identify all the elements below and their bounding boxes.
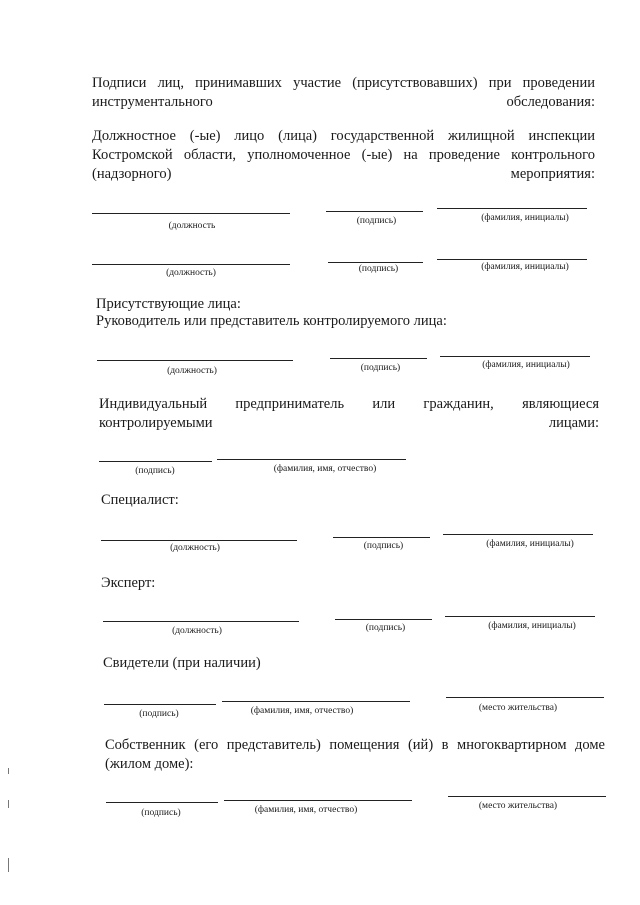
signature-line (99, 461, 212, 462)
position-line (97, 360, 293, 361)
name-caption: (фамилия, имя, отчество) (250, 706, 354, 716)
signature-line (106, 802, 218, 803)
present-heading: Присутствующие лица: (96, 296, 241, 312)
specialist-heading: Специалист: (101, 492, 179, 508)
representative-heading: Руководитель или представитель контролируемого лица: (96, 313, 447, 329)
position-caption: (должность (168, 221, 216, 231)
signature-line (335, 619, 432, 620)
residence-caption: (место жительства) (478, 801, 558, 811)
signature-caption: (подпись) (356, 216, 397, 226)
name-caption: (фамилия, инициалы) (486, 539, 574, 549)
name-caption: (фамилия, инициалы) (481, 213, 569, 223)
signature-caption: (подпись) (135, 466, 175, 476)
name-line (217, 459, 406, 460)
signature-caption: (подпись) (363, 541, 404, 551)
signature-caption: (подпись) (139, 709, 179, 719)
signature-caption: (подпись) (360, 363, 401, 373)
intro-text: Подписи лиц, принимавших участие (присутствовавших) при проведении инструментального обследования: (92, 75, 595, 110)
residence-line (446, 697, 604, 698)
signature-line (326, 211, 423, 212)
position-line (103, 621, 299, 622)
name-line (445, 616, 595, 617)
signature-caption: (подпись) (365, 623, 406, 633)
position-caption: (должность) (167, 366, 217, 376)
name-line (224, 800, 412, 801)
residence-line (448, 796, 606, 797)
name-caption: (фамилия, имя, отчество) (254, 805, 358, 815)
entrepreneur-heading: Индивидуальный предприниматель или гражданин, являющиеся контролируемыми лицами: (99, 396, 599, 431)
scan-speck (8, 800, 9, 808)
signature-line (333, 537, 430, 538)
name-caption: (фамилия, инициалы) (481, 262, 569, 272)
signature-caption: (подпись) (141, 808, 181, 818)
official-heading: Должностное (-ые) лицо (лица) государственной жилищной инспекции Костромской области, уполномоченное (-ые) на проведение контрольного (надзорного) мероприятия: (92, 128, 595, 182)
position-caption: (должность) (172, 626, 222, 636)
signature-line (330, 358, 427, 359)
expert-heading: Эксперт: (101, 575, 156, 591)
name-line (443, 534, 593, 535)
name-line (440, 356, 590, 357)
residence-caption: (место жительства) (478, 703, 558, 713)
name-caption: (фамилия, инициалы) (482, 360, 570, 370)
scan-speck (8, 858, 9, 872)
signature-caption: (подпись) (358, 264, 399, 274)
witnesses-heading: Свидетели (при наличии) (103, 655, 261, 671)
name-caption: (фамилия, имя, отчество) (273, 464, 377, 474)
position-line (101, 540, 297, 541)
owner-heading: Собственник (его представитель) помещения (ий) в многоквартирном доме (жилом доме): (105, 737, 605, 772)
signature-line (104, 704, 216, 705)
scan-speck (8, 768, 9, 774)
position-caption: (должность) (170, 543, 220, 553)
name-line (222, 701, 410, 702)
signature-line (328, 262, 423, 263)
position-caption: (должность) (166, 268, 216, 278)
name-line (437, 259, 587, 260)
name-line (437, 208, 587, 209)
name-caption: (фамилия, инициалы) (488, 621, 576, 631)
position-line (92, 213, 290, 214)
position-line (92, 264, 290, 265)
